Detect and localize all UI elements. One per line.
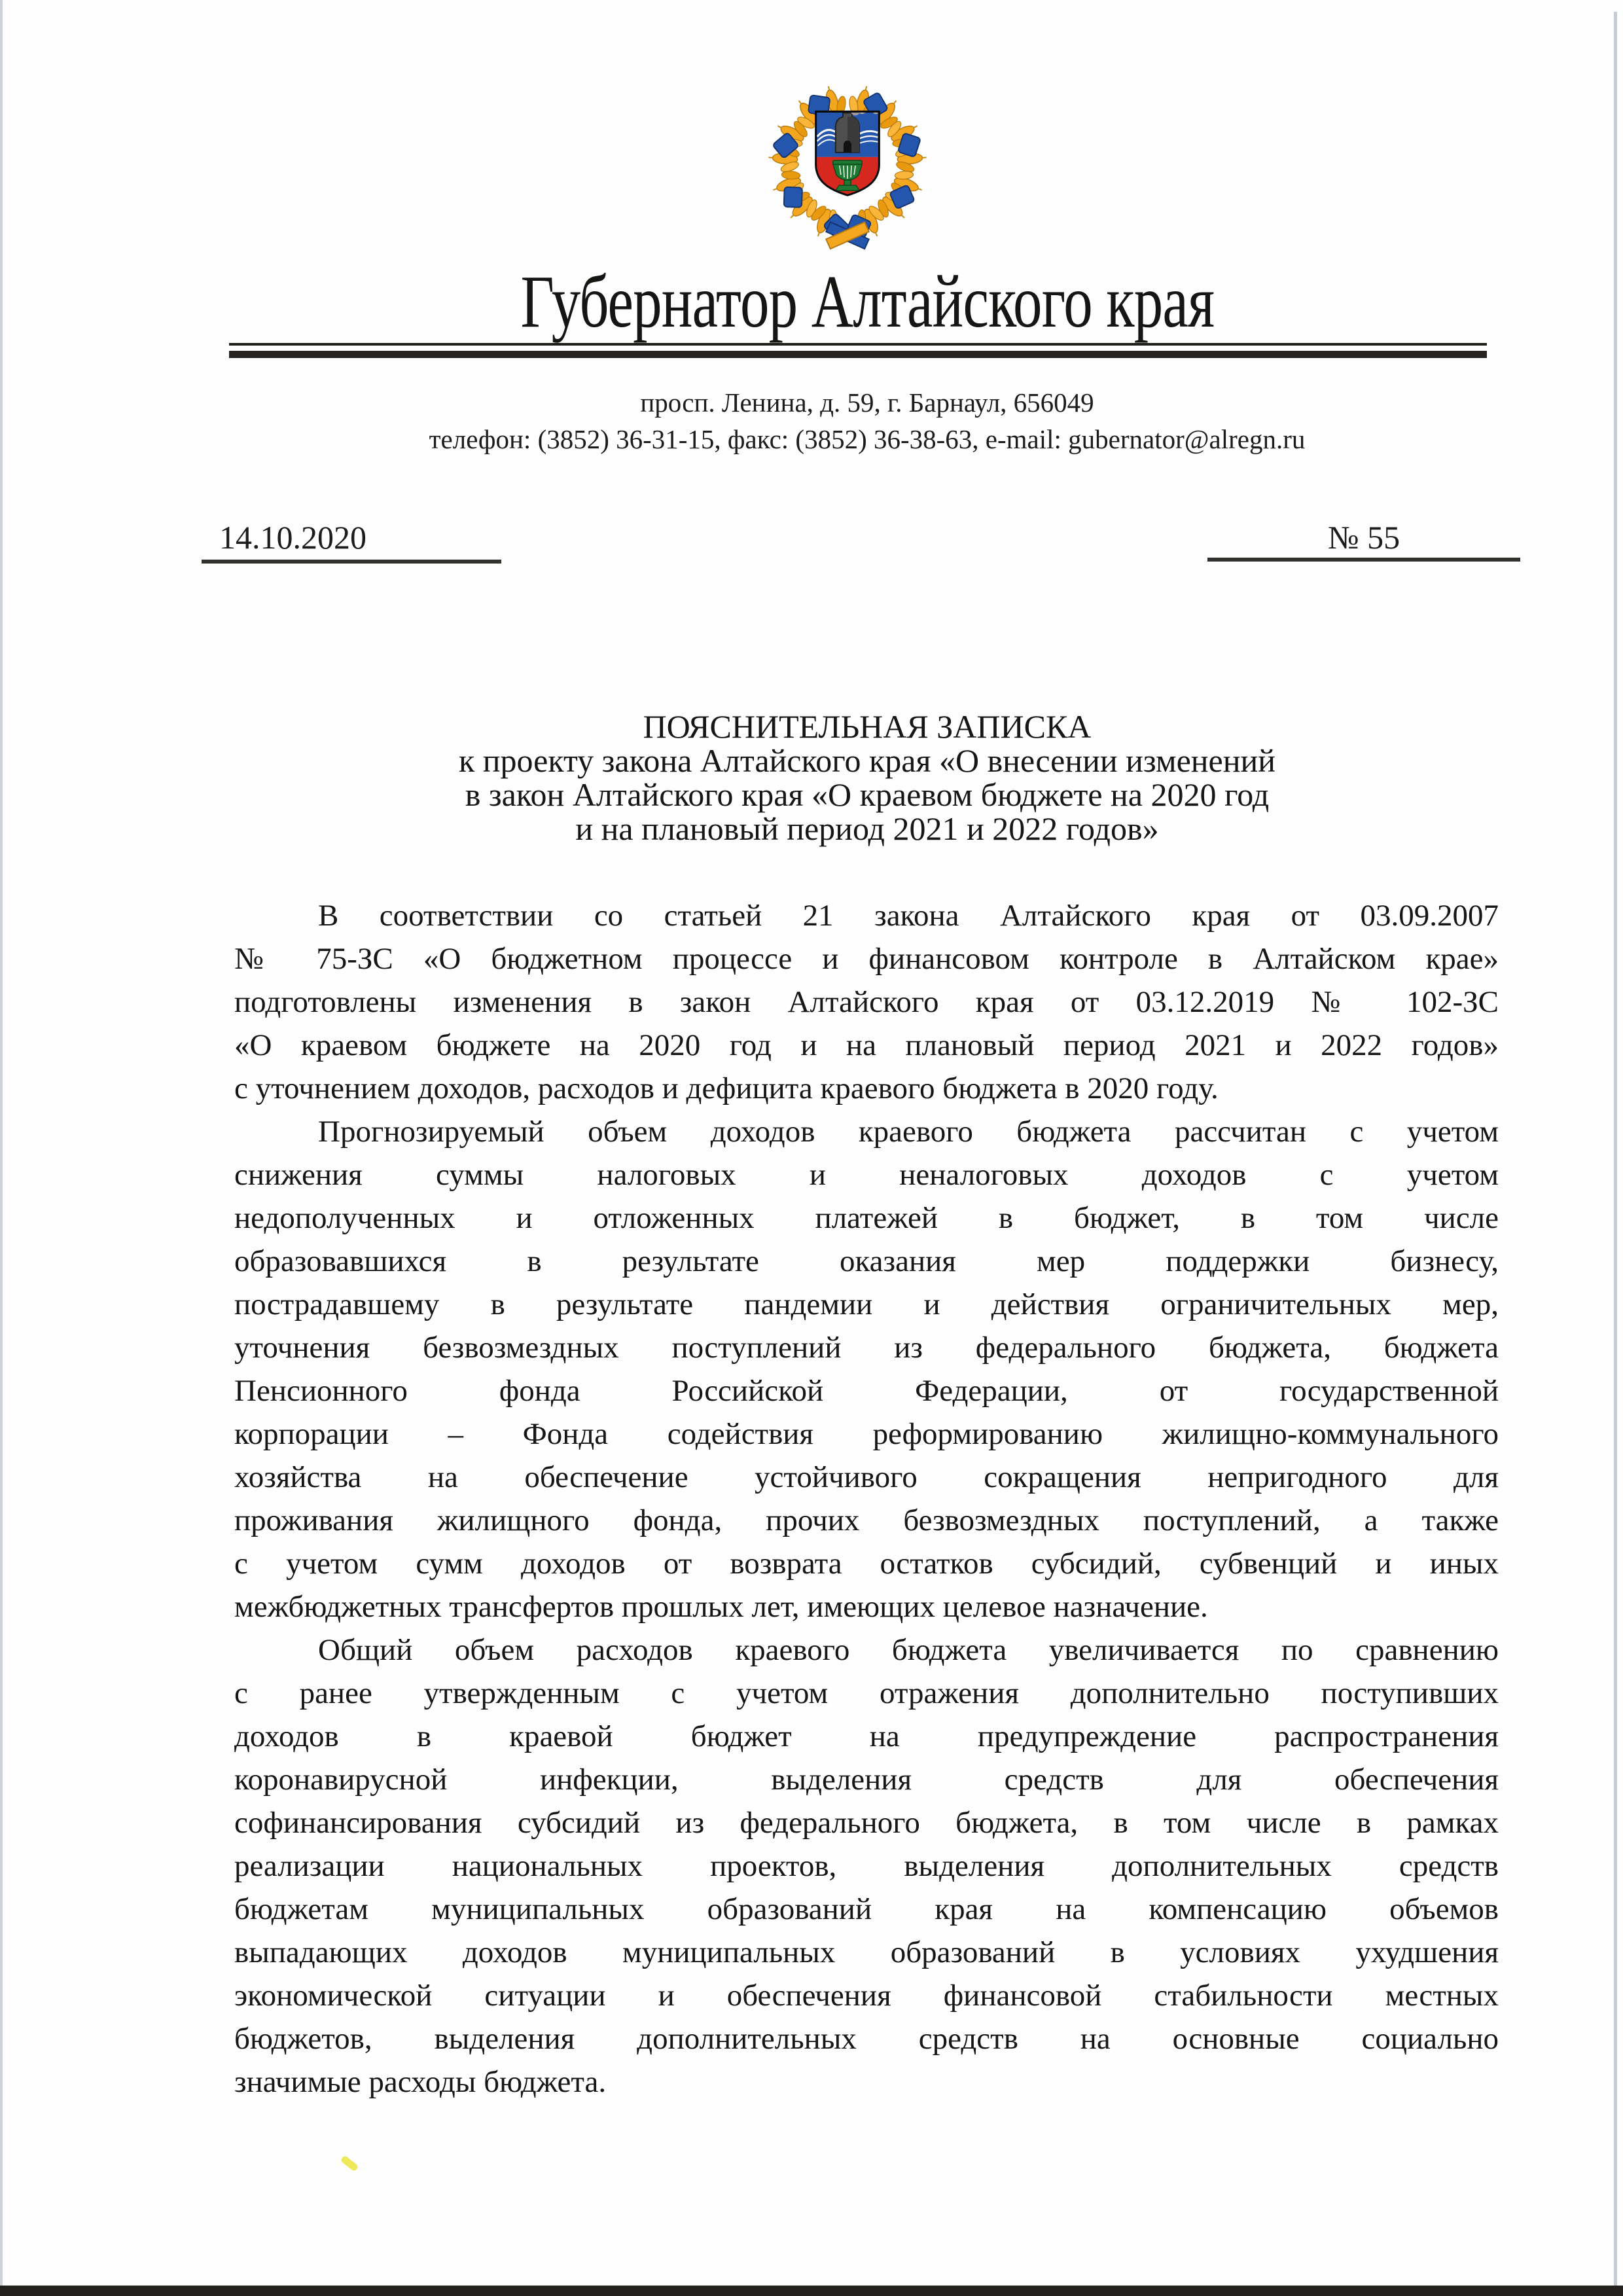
organization-name	[213, 260, 1522, 343]
heading-line: и на плановый период 2021 и 2022 годов»	[575, 810, 1159, 847]
body-line: бюджетам муниципальных образований края на компенсацию объемов	[234, 1892, 1499, 1926]
body-line: корпорации – Фонда содействия реформированию жилищно-коммунального	[234, 1417, 1499, 1451]
body-line: проживания жилищного фонда, прочих безвозмездных поступлений, а также	[234, 1503, 1499, 1537]
body-line: коронавирусной инфекции, выделения средств для обеспечения	[234, 1763, 1499, 1797]
body-line: недополученных и отложенных платежей в бюджет, в том числе	[234, 1201, 1499, 1235]
outgoing-number-underline	[1207, 558, 1520, 562]
body-line: межбюджетных трансфертов прошлых лет, имеющих целевое назначение.	[234, 1590, 1208, 1624]
body-line: с учетом сумм доходов от возврата остатков субсидий, субвенций и иных	[234, 1547, 1499, 1581]
outgoing-number: № 55	[1327, 519, 1400, 556]
body-line: с ранее утвержденным с учетом отражения дополнительно поступивших	[234, 1676, 1499, 1710]
body-line: В соответствии со статьей 21 закона Алтайского края от 03.09.2007	[318, 899, 1499, 933]
document-heading	[213, 709, 1522, 846]
body-line: уточнения безвозмездных поступлений из федерального бюджета, бюджета	[234, 1331, 1499, 1365]
body-line: пострадавшему в результате пандемии и действия ограничительных мер,	[234, 1287, 1499, 1321]
body-line: Общий объем расходов краевого бюджета увеличивается по сравнению	[318, 1633, 1499, 1667]
outgoing-date: 14.10.2020	[219, 519, 366, 556]
yellow-mark-artifact	[340, 2155, 359, 2172]
coat-of-arms-svg	[751, 79, 944, 251]
body-line: № 75-ЗС «О бюджетном процессе и финансовом контроле в Алтайском крае»	[234, 942, 1499, 976]
shield	[816, 101, 880, 196]
letterhead-rule-thick	[229, 351, 1487, 358]
body-line: реализации национальных проектов, выделения дополнительных средств	[234, 1849, 1499, 1883]
body-line: выпадающих доходов муниципальных образований в условиях ухудшения	[234, 1935, 1499, 1969]
body-line: доходов в краевой бюджет на предупреждение распространения	[234, 1719, 1499, 1753]
contacts-line: телефон: (3852) 36-31-15, факс: (3852) 36-38-63, e-mail: gubernator@alregn.ru	[429, 424, 1306, 454]
body-line: значимые расходы бюджета.	[234, 2065, 607, 2099]
body-line: бюджетов, выделения дополнительных средств на основные социально	[234, 2022, 1499, 2056]
body-line: подготовлены изменения в закон Алтайского края от 03.12.2019 № 102-ЗС	[234, 985, 1499, 1019]
scan-edge-left	[0, 0, 3, 2296]
body-line: Прогнозируемый объем доходов краевого бюджета рассчитан с учетом	[318, 1115, 1499, 1149]
scan-edge-bottom	[0, 2286, 1623, 2296]
body-line: образовавшихся в результате оказания мер поддержки бизнесу,	[234, 1244, 1499, 1278]
paragraph	[234, 894, 1499, 1110]
furnace	[836, 113, 859, 152]
body-line: с уточнением доходов, расходов и дефицита краевого бюджета в 2020 году.	[234, 1071, 1219, 1105]
outgoing-date-underline	[202, 560, 501, 564]
coat-of-arms-altai-krai-icon	[751, 79, 944, 251]
heading-line: ПОЯСНИТЕЛЬНАЯ ЗАПИСКА	[643, 708, 1092, 745]
letterhead-rule-thin	[229, 343, 1487, 346]
heading-line: к проекту закона Алтайского края «О внесении изменений	[458, 742, 1276, 779]
body-line: хозяйства на обеспечение устойчивого сокращения непригодного для	[234, 1460, 1499, 1494]
body-line: снижения суммы налоговых и неналоговых доходов с учетом	[234, 1158, 1499, 1192]
organization-name-text: Губернатор Алтайского края	[520, 260, 1214, 343]
address-line: просп. Ленина, д. 59, г. Барнаул, 656049	[640, 387, 1094, 418]
paragraph	[234, 1110, 1499, 1628]
body-line: Пенсионного фонда Российской Федерации, от государственной	[234, 1374, 1499, 1408]
body-line: софинансирования субсидий из федерального бюджета, в том числе в рамках	[234, 1806, 1499, 1840]
body-line: «О краевом бюджете на 2020 год и на плановый период 2021 и 2022 годов»	[234, 1028, 1499, 1062]
document-body	[234, 894, 1499, 2104]
scan-edge-right	[1614, 12, 1617, 2296]
paragraph	[234, 1628, 1499, 2104]
heading-line: в закон Алтайского края «О краевом бюджете на 2020 год	[465, 776, 1270, 813]
body-line: экономической ситуации и обеспечения финансовой стабильности местных	[234, 1979, 1499, 2013]
